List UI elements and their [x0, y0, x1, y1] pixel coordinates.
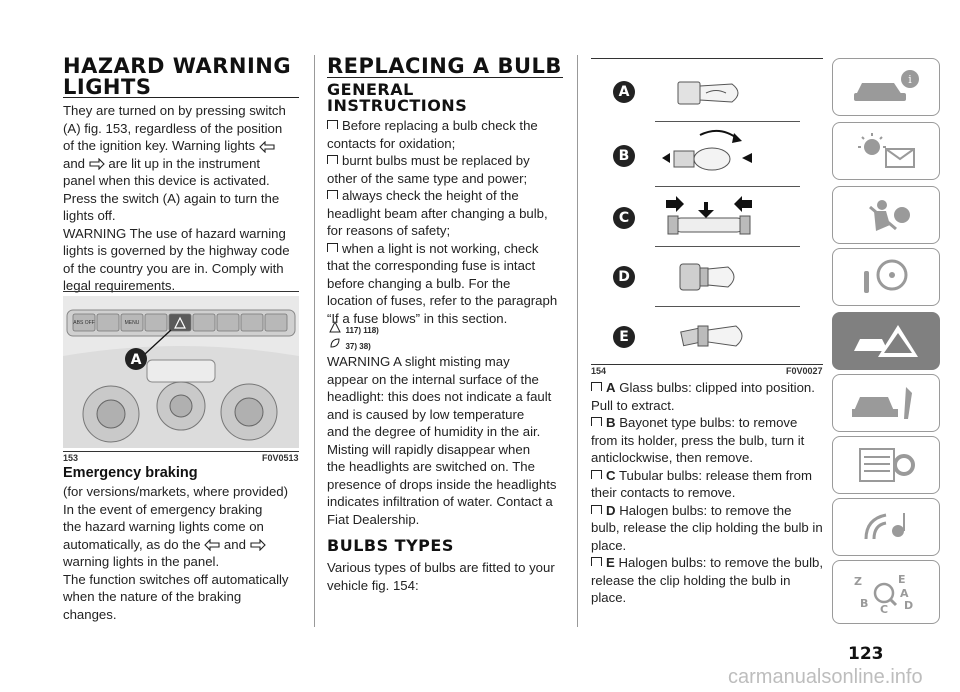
- bullet-icon: [327, 120, 338, 129]
- caution-leaf-icon: [329, 337, 341, 349]
- figure-153-code: F0V0513: [262, 453, 299, 463]
- svg-text:E: E: [898, 573, 906, 586]
- figure-153-number: 153: [63, 453, 79, 463]
- svg-text:A: A: [900, 587, 909, 600]
- halogen-bulb-d-icon: [676, 254, 746, 300]
- bulbs-types-paragraph: Various types of bulbs are fitted to your vehicle fig. 154:: [327, 560, 555, 593]
- tab-car-info[interactable]: [832, 58, 940, 116]
- bulb-label-c: C: [613, 207, 635, 229]
- bulb-label-a: A: [613, 81, 635, 103]
- bulb-label-e: E: [613, 326, 635, 348]
- svg-text:C: C: [880, 603, 889, 615]
- bullet-icon: [591, 470, 602, 479]
- figure-154-separator: [655, 246, 800, 247]
- figure-154-top-rule: [591, 58, 823, 59]
- emergency-braking-title: Emergency braking: [63, 465, 198, 481]
- multimedia-icon: [846, 507, 926, 547]
- car-info-icon: [846, 67, 926, 107]
- turn-right-warning-icon: [89, 158, 105, 170]
- tab-maintenance[interactable]: [832, 374, 940, 432]
- abs-off-button-label: ABS OFF: [73, 320, 95, 326]
- bullet-icon: [327, 243, 338, 252]
- index-icon: [846, 569, 926, 615]
- hazard-title-line2: LIGHTS: [63, 75, 152, 99]
- replacing-bulb-rule: [327, 77, 563, 78]
- figure-153-label-a: A: [130, 352, 142, 368]
- turn-left-warning-icon: [204, 539, 220, 551]
- tab-index[interactable]: [832, 560, 940, 624]
- glass-bulb-icon: [672, 72, 752, 112]
- tab-starting-driving[interactable]: [832, 248, 940, 306]
- column-divider-2: [577, 55, 578, 627]
- bulbs-types-title: BULBS TYPES: [327, 536, 454, 555]
- hazard-paragraph: They are turned on by pressing switch (A) fig. 153, regardless of the position of the ignition key. Warning lights and are lit up in the instrument panel when this device is activated. Press the switch (A) again to turn the lights off. WARNING The use of hazard warning lights is governed by the highway code of the country you are in. Comply with legal requirements.: [63, 103, 290, 293]
- figure-154-code: F0V0027: [786, 366, 823, 376]
- dashboard-switch-panel-figure: [63, 296, 299, 448]
- svg-text:D: D: [904, 599, 914, 612]
- menu-button-label: MENU: [124, 320, 140, 326]
- general-instructions-list: Before replacing a bulb check the contacts for oxidation; burnt bulbs must be replaced by other of the same type and power; always check the height of the headlight beam after changing a bulb, for reasons of safety; when a light is not working, check that the corresponding fuse is intact before changing a bulb. For the location of fuses, refer to the paragraph “If a fuse blows” in this section.: [327, 117, 567, 327]
- maintenance-icon: [846, 383, 926, 423]
- airbag-safety-icon: [846, 195, 926, 235]
- tab-multimedia[interactable]: [832, 498, 940, 556]
- bullet-icon: [327, 190, 338, 199]
- list-item: when a light is not working, check: [327, 240, 567, 258]
- technical-data-icon: [846, 445, 926, 485]
- emergency-braking-paragraph: (for versions/markets, where provided) In the event of emergency braking the hazard warning lights come on automatically, as do the and warning lights in the panel. The function switches off automatically when the nature of the braking changes.: [63, 484, 289, 622]
- bullet-icon: [591, 557, 602, 566]
- bulb-label-d: D: [613, 266, 635, 288]
- figure-154-separator: [655, 306, 800, 307]
- svg-text:i: i: [908, 73, 912, 86]
- page-number: 123: [848, 644, 884, 664]
- general-instructions-line2: INSTRUCTIONS: [327, 96, 468, 115]
- bullet-icon: [591, 505, 602, 514]
- figure-153-top-rule: [63, 291, 299, 292]
- figure-154-separator: [655, 121, 800, 122]
- misting-warning-paragraph: WARNING A slight misting may appear on the internal surface of the headlight: this does not indicate a fault and is caused by low temperature and the degree of humidity in the air. Misting will rapidly disappear when the headlights are switched on. The presence of drops inside the headlights indicates infiltration of water. Contact a Fiat Dealership.: [327, 354, 557, 527]
- list-item: B Bayonet type bulbs: to remove: [591, 414, 831, 432]
- general-instructions-line1: GENERAL: [327, 80, 414, 99]
- bullet-icon: [327, 155, 338, 164]
- list-item: burnt bulbs must be replaced by: [327, 152, 567, 170]
- figure-154-bottom-rule: [591, 364, 823, 365]
- list-item: always check the height of the: [327, 187, 567, 205]
- bulb-label-b: B: [613, 145, 635, 167]
- list-item: A Glass bulbs: clipped into position.: [591, 379, 831, 397]
- turn-left-warning-icon: [259, 141, 275, 153]
- bullet-icon: [591, 382, 602, 391]
- tubular-bulb-icon: [664, 192, 754, 238]
- list-item: E Halogen bulbs: to remove the bulb,: [591, 554, 831, 572]
- tab-lights-messages[interactable]: [832, 122, 940, 180]
- hazard-title-line1: HAZARD WARNING: [63, 54, 292, 78]
- lights-messages-icon: [846, 131, 926, 171]
- halogen-bulb-e-icon: [676, 312, 756, 360]
- steering-key-icon: [846, 257, 926, 297]
- figure-154-separator: [655, 186, 800, 187]
- figure-153-bottom-rule: [63, 451, 299, 452]
- bulb-types-description: A Glass bulbs: clipped into position. Pull to extract. B Bayonet type bulbs: to remove from its holder, press the bulb, turn it anticlockwise, then remove. C Tubular bulbs: release them from their contacts to remove. D Halogen bulbs: to remove the bulb, release the clip holding the bulb in place. E Halogen bulbs: to remove the bulb, release the clip holding the bulb in place.: [591, 379, 831, 607]
- reference-warning-117-118: 117) 118): [329, 320, 379, 338]
- svg-text:B: B: [860, 597, 869, 610]
- bayonet-bulb-icon: [660, 125, 760, 183]
- turn-right-warning-icon: [250, 539, 266, 551]
- tab-safety[interactable]: [832, 186, 940, 244]
- warning-triangle-icon: [329, 321, 341, 333]
- list-item: D Halogen bulbs: to remove the: [591, 502, 831, 520]
- list-item: C Tubular bulbs: release them from: [591, 467, 831, 485]
- watermark: carmanualsonline.info: [728, 666, 923, 688]
- figure-154-number: 154: [591, 366, 607, 376]
- svg-text:Z: Z: [854, 575, 862, 588]
- replacing-bulb-title: REPLACING A BULB: [327, 54, 562, 78]
- reference-caution-37-38: 37) 38): [329, 336, 371, 354]
- list-item: Before replacing a bulb check the: [327, 117, 567, 135]
- tab-technical-data[interactable]: [832, 436, 940, 494]
- tab-in-an-emergency[interactable]: [832, 312, 940, 370]
- hazard-title-rule: [63, 97, 299, 98]
- emergency-icon: [846, 321, 926, 361]
- bullet-icon: [591, 417, 602, 426]
- column-divider-1: [314, 55, 315, 627]
